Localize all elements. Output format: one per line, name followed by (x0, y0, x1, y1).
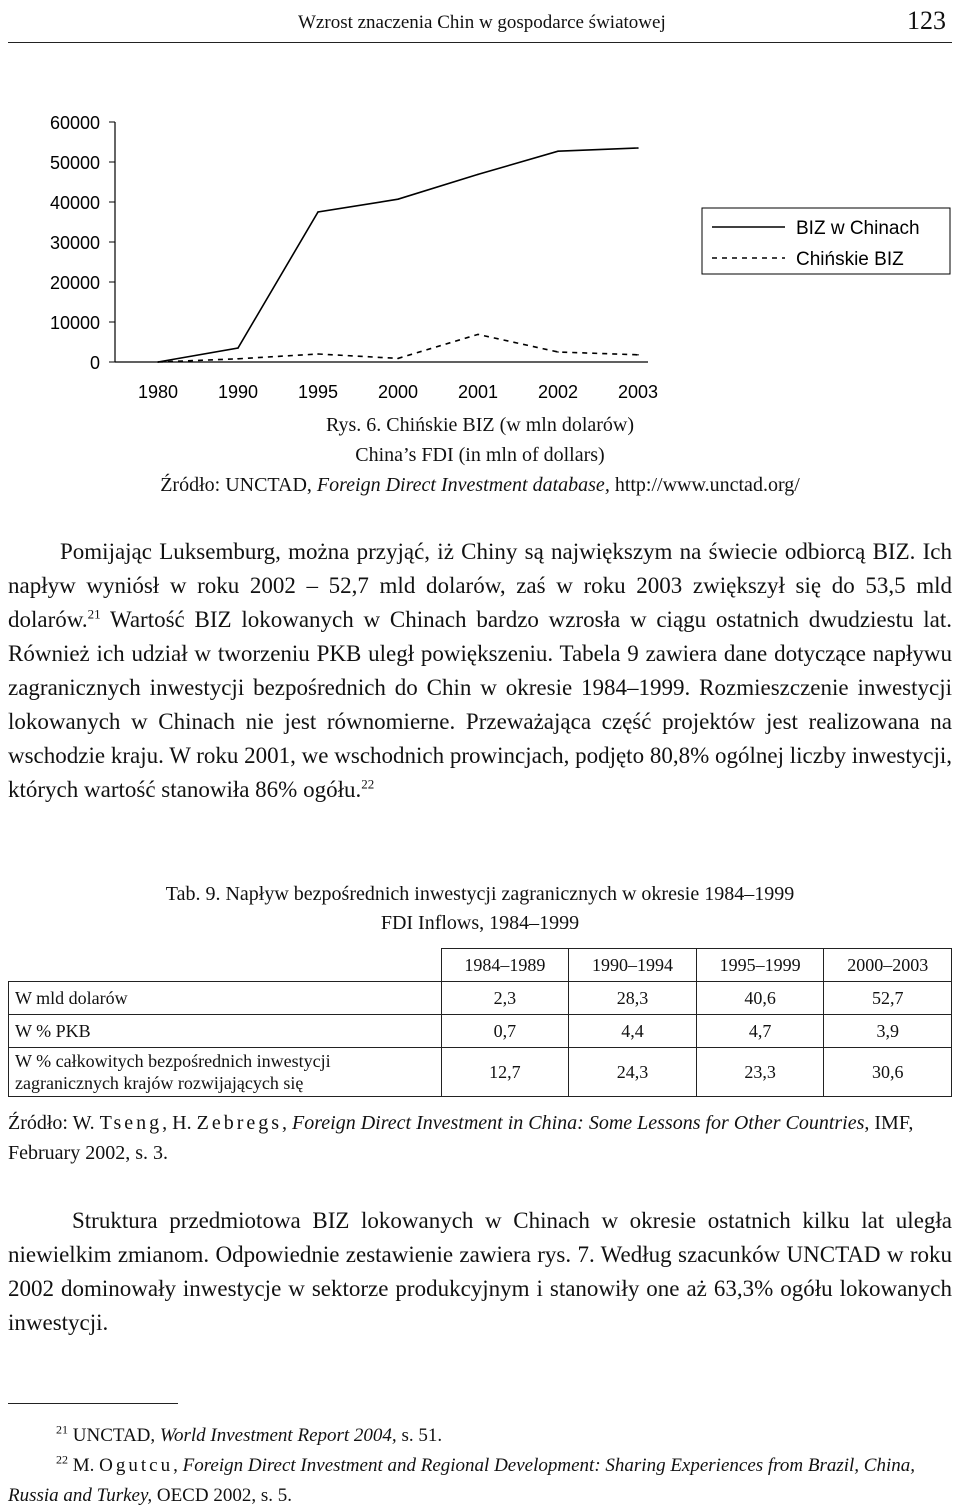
column-header: 2000–2003 (824, 949, 952, 982)
row-label: W % PKB (9, 1015, 442, 1048)
column-header: 1990–1994 (569, 949, 697, 982)
y-axis (50, 113, 648, 373)
series-2-point (557, 351, 559, 353)
y-tick-label: 50000 (49, 153, 100, 173)
series-2-point (477, 334, 479, 336)
footnote-21 (8, 1421, 960, 1451)
series-2-point (157, 361, 159, 363)
table-header-row (9, 949, 952, 982)
figure-caption: Rys. 6. Chińskie BIZ (w mln dolarów) (325, 414, 635, 436)
body-paragraph-2: Struktura przedmiotowa BIZ lokowanych w Chinach w okresie ostatnich kilku lat uległa niewielkim zmianom. Odpowiednie zestawienie zawiera rys. 7. Według szacunków UNCTAD w roku 2002 dominowały inwestycje w sektorze produkcyjnym i stanowiły one aż 63,3% ogółu lokowanych inwestycji. (8, 1208, 952, 1335)
figure-caption-en: China’s FDI (in mln of dollars) (355, 444, 605, 466)
series-1-point (637, 147, 639, 149)
y-tick-label: 60000 (49, 113, 100, 133)
paragraph-1-text-a: Pomijając Luksemburg, można przyjąć, iż Chiny są największym na świecie odbiorcą BIZ. Ich napływ wyniósł w roku 2002 – 52,7 mld dolarów, zaś w roku 2003 zwiększył się do 53,5 mld dolarów. (8, 539, 952, 632)
x-tick-label: 1990 (217, 382, 259, 402)
table-cell: 24,3 (569, 1048, 697, 1097)
footnote-prefix: UNCTAD, (68, 1425, 160, 1446)
table-cell: 23,3 (696, 1048, 824, 1097)
y-tick-label: 30000 (49, 233, 100, 253)
footnote-sep: , (173, 1455, 183, 1476)
running-header (8, 6, 952, 43)
table-source-sep: , (282, 1112, 293, 1134)
footnote-number: 22 (56, 1452, 68, 1467)
table-corner (9, 949, 442, 982)
table-source-suffix: , IMF, February 2002, s. 3. (8, 1112, 914, 1164)
table-source-title: Foreign Direct Investment in China: Some Lessons for Other Countries (292, 1112, 865, 1134)
figure-source (0, 474, 960, 497)
table-cell: 4,4 (569, 1015, 697, 1048)
y-tick-label: 40000 (49, 193, 100, 213)
paragraph-1-text-b: Wartość BIZ lokowanych w Chinach bardzo wzrosła w ciągu ostatnich dwudziestu lat. Również ich udział w tworzeniu PKB uległ powiększeniu. Tabela 9 zawiera dane dotyczące napływu zagranicznych inwestycji bezpośrednich do Chin w okresie 1984–1999. Rozmieszczenie inwestycji lokowanych w Chinach nie jest równomierne. Przeważająca część projektów jest realizowana na wschodzie kraju. W roku 2001, we wschodnich prowincjach, podjęto 80,8% ogólnej liczby inwestycji, których wartość stanowiła 86% ogółu. (8, 607, 952, 802)
series-1-point (237, 347, 239, 349)
footnote-suffix: s. 51. (396, 1425, 443, 1446)
table-row (9, 982, 952, 1015)
x-tick-label: 2003 (617, 382, 659, 402)
legend-label: Chińskie BIZ (796, 249, 904, 270)
figure-source-url: http://www.unctad.org/ (609, 474, 800, 496)
chart-series (157, 147, 639, 363)
table-cell: 0,7 (441, 1015, 569, 1048)
table-cell: 12,7 (441, 1048, 569, 1097)
table-caption: Tab. 9. Napływ bezpośrednich inwestycji zagranicznych w okresie 1984–1999 (165, 883, 795, 905)
x-tick-label: 2001 (457, 382, 499, 402)
table-source-author-1: Tseng (99, 1112, 163, 1134)
footnote-prefix: M. (68, 1455, 100, 1476)
table-source-mid: , H. (162, 1112, 197, 1134)
legend-label: BIZ w Chinach (796, 218, 920, 239)
table-row (9, 1015, 952, 1048)
series-1-point (477, 174, 479, 176)
table-cell: 4,7 (696, 1015, 824, 1048)
footnote-ref-21: 21 (87, 606, 101, 622)
series-line-1 (158, 148, 638, 362)
footnote-suffix: OECD 2002, s. 5. (152, 1485, 292, 1506)
table-cell: 40,6 (696, 982, 824, 1015)
column-header: 1984–1989 (441, 949, 569, 982)
y-tick-label: 10000 (49, 313, 100, 333)
x-axis-ticks (138, 382, 658, 402)
figure-source-prefix: Źródło: UNCTAD, (160, 474, 317, 496)
running-title: Wzrost znaczenia Chin w gospodarce światowej (298, 12, 666, 33)
x-tick-label: 2000 (377, 382, 419, 402)
footnote-divider (8, 1403, 178, 1404)
footnote-author: Ogutcu (99, 1455, 174, 1476)
series-1-point (557, 150, 559, 152)
y-tick-label: 0 (89, 353, 100, 373)
fdi-inflows-table (8, 948, 952, 1097)
row-label: W mld dolarów (9, 982, 442, 1015)
footnote-title: Foreign Direct Investment and Regional Development: Sharing Experiences from Brazil, China, Russia and Turkey, (8, 1455, 915, 1506)
series-1-point (397, 198, 399, 200)
series-2-point (317, 353, 319, 355)
x-tick-label: 2002 (537, 382, 579, 402)
table-row (9, 1048, 952, 1097)
table-cell: 2,3 (441, 982, 569, 1015)
table-cell: 28,3 (569, 982, 697, 1015)
footnote-ref-22: 22 (361, 776, 375, 792)
row-label: W % całkowitych bezpośrednich inwestycji zagranicznych krajów rozwijających się (9, 1048, 442, 1097)
page-number: 123 (907, 6, 946, 35)
x-tick-label: 1995 (297, 382, 339, 402)
series-2-point (637, 354, 639, 356)
series-2-point (397, 358, 399, 360)
footnote-number: 21 (56, 1422, 68, 1437)
fdi-line-chart (0, 100, 960, 410)
y-tick-label: 20000 (49, 273, 100, 293)
column-header: 1995–1999 (696, 949, 824, 982)
series-1-point (317, 211, 319, 213)
series-2-point (237, 358, 239, 360)
table-source (8, 1108, 952, 1168)
table-cell: 3,9 (824, 1015, 952, 1048)
table-source-prefix: Źródło: W. (8, 1112, 100, 1134)
table-cell: 52,7 (824, 982, 952, 1015)
table-cell: 30,6 (824, 1048, 952, 1097)
x-tick-label: 1980 (137, 382, 179, 402)
footnote-22 (8, 1451, 952, 1511)
figure-source-title: Foreign Direct Investment database, (316, 474, 610, 496)
body-paragraph-1 (8, 535, 952, 807)
chart-legend (702, 208, 950, 274)
table-source-author-2: Zebregs (196, 1112, 283, 1134)
footnote-title: World Investment Report 2004, (159, 1425, 397, 1446)
table-caption-en: FDI Inflows, 1984–1999 (380, 912, 580, 934)
